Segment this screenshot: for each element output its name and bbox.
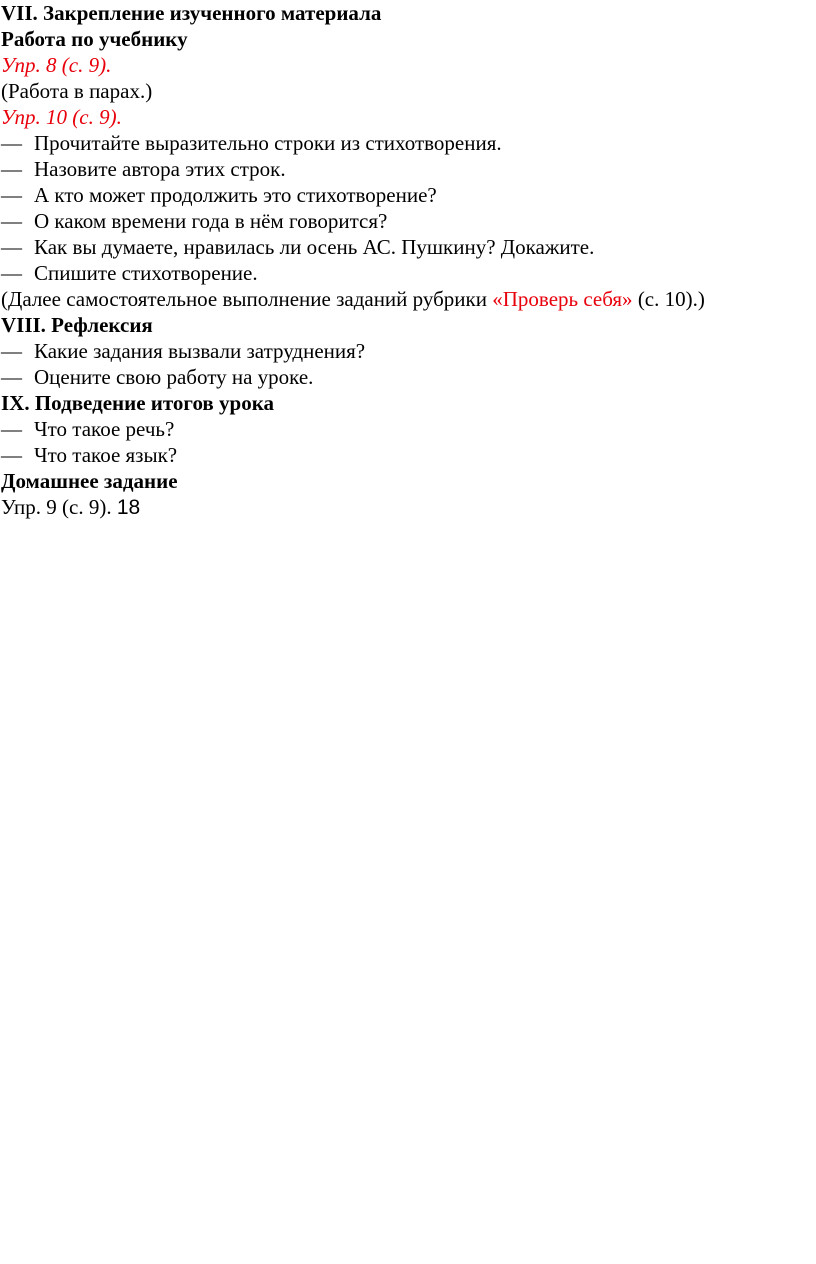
homework-line	[1, 494, 816, 520]
list-item-text: Оцените свою работу на уроке.	[34, 365, 314, 389]
further-suffix: (с. 10).)	[632, 287, 705, 311]
exercise-10-ref: Упр. 10 (с. 9).	[1, 105, 122, 129]
dash-marker: —	[1, 209, 22, 233]
list-item-text: Как вы думаете, нравилась ли осень АС. Пушкину? Докажите.	[34, 235, 595, 259]
dash-marker: —	[1, 157, 22, 181]
section7-heading: VII. Закрепление изученного материала	[1, 1, 382, 25]
further-instructions	[1, 286, 816, 312]
section9-heading: IX. Подведение итогов урока	[1, 391, 274, 415]
list-item-text: А кто может продолжить это стихотворение?	[34, 183, 437, 207]
list-item-text: Что такое язык?	[34, 443, 178, 467]
list-item-text: О каком времени года в нём говорится?	[34, 209, 388, 233]
list-item	[1, 416, 816, 442]
list-item	[1, 364, 816, 390]
check-yourself-rubric: «Проверь себя»	[492, 287, 633, 311]
list-item	[1, 130, 816, 156]
dash-marker: —	[1, 131, 22, 155]
page-number: 18	[116, 496, 141, 519]
list-item	[1, 234, 816, 260]
exercise-8-ref: Упр. 8 (с. 9).	[1, 53, 112, 77]
homework-text: Упр. 9 (с. 9).	[1, 495, 112, 519]
list-item	[1, 208, 816, 234]
list-item	[1, 338, 816, 364]
dash-marker: —	[1, 183, 22, 207]
further-prefix: (Далее самостоятельное выполнение заданий рубрики	[1, 287, 493, 311]
list-item	[1, 182, 816, 208]
list-item	[1, 442, 816, 468]
dash-marker: —	[1, 443, 22, 467]
dash-marker: —	[1, 261, 22, 285]
dash-marker: —	[1, 417, 22, 441]
list-item	[1, 260, 816, 286]
section7-subheading: Работа по учебнику	[1, 27, 188, 51]
list-item	[1, 156, 816, 182]
dash-marker: —	[1, 339, 22, 363]
list-item-text: Какие задания вызвали затруднения?	[34, 339, 366, 363]
homework-heading: Домашнее задание	[1, 469, 178, 493]
list-item-text: Спишите стихотворение.	[34, 261, 258, 285]
section8-heading: VIII. Рефлексия	[1, 313, 153, 337]
list-item-text: Прочитайте выразительно строки из стихотворения.	[34, 131, 502, 155]
list-item-text: Назовите автора этих строк.	[34, 157, 286, 181]
dash-marker: —	[1, 365, 22, 389]
list-item-text: Что такое речь?	[34, 417, 175, 441]
dash-marker: —	[1, 235, 22, 259]
exercise-8-note: (Работа в парах.)	[1, 79, 153, 103]
